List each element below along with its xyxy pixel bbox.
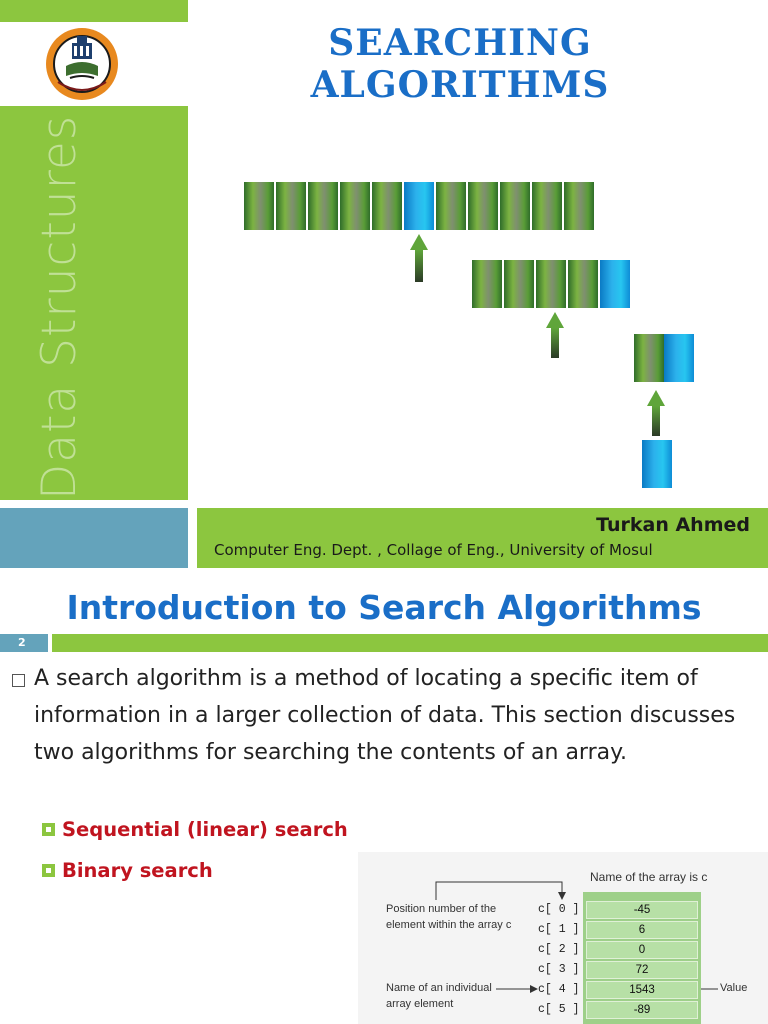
array-index: c[ 3 ] <box>538 963 580 976</box>
label-element-line1: Name of an individual <box>386 982 492 994</box>
sub-bullet-binary <box>42 859 213 882</box>
array-value: 6 <box>586 921 698 939</box>
label-value: Value <box>720 982 748 994</box>
title-line-1: SEARCHING <box>328 22 592 64</box>
array-value: -45 <box>586 901 698 919</box>
array-cell-middle <box>664 334 694 382</box>
label-position-line2: element within the array c <box>386 919 512 931</box>
university-seal-logo <box>44 26 120 102</box>
label-element-line2: array element <box>386 998 454 1010</box>
array-value: 1543 <box>586 981 698 999</box>
bullet-square-icon <box>42 823 55 836</box>
array-cell <box>634 334 664 382</box>
array-cell <box>564 182 594 230</box>
intro-slide <box>0 570 768 1024</box>
array-value: 72 <box>586 961 698 979</box>
array-cell <box>532 182 562 230</box>
label-position-line1: Position number of the <box>386 903 497 915</box>
sub-bullet-sequential <box>42 818 348 841</box>
array-index: c[ 2 ] <box>538 943 580 956</box>
array-cell <box>436 182 466 230</box>
side-green-panel <box>0 106 188 500</box>
logo-area <box>0 22 188 106</box>
up-arrow-icon <box>647 390 665 436</box>
array-cell <box>568 260 598 308</box>
bullet-square-icon <box>42 864 55 877</box>
array-cell <box>500 182 530 230</box>
array-cell <box>276 182 306 230</box>
up-arrow-icon <box>410 234 428 282</box>
array-cell <box>504 260 534 308</box>
bullet-square-icon <box>12 674 25 687</box>
array-cell <box>244 182 274 230</box>
figure-caption: Name of the array is c <box>590 870 708 884</box>
affiliation: Computer Eng. Dept. , Collage of Eng., University of Mosul <box>214 541 653 559</box>
array-cell <box>308 182 338 230</box>
array-cell <box>536 260 566 308</box>
array-index: c[ 4 ] <box>538 983 580 996</box>
up-arrow-icon <box>546 312 564 358</box>
array-cell <box>372 182 402 230</box>
top-green-bar <box>0 0 188 22</box>
sub-bullet-label: Binary search <box>62 859 213 882</box>
array-index: c[ 0 ] <box>538 903 580 916</box>
slide-title <box>290 22 630 106</box>
array-cell-middle <box>600 260 630 308</box>
found-cell <box>642 440 672 488</box>
slide-number: 2 <box>0 634 48 652</box>
array-index: c[ 5 ] <box>538 1003 580 1016</box>
array-cell-middle <box>404 182 434 230</box>
author-name: Turkan Ahmed <box>596 514 750 536</box>
array-value: -89 <box>586 1001 698 1019</box>
title-line-2: ALGORITHMS <box>310 64 610 106</box>
intro-paragraph: A search algorithm is a method of locating a specific item of information in a larger collection of data. This section discusses two algorithms for searching the contents of an array. <box>34 666 736 765</box>
side-title: Data Structures <box>32 114 87 500</box>
title-underline-bar <box>52 634 768 652</box>
intro-title: Introduction to Search Algorithms <box>66 588 702 627</box>
array-cell <box>340 182 370 230</box>
side-blue-block <box>0 508 188 568</box>
sub-bullet-label: Sequential (linear) search <box>62 818 348 841</box>
array-cell <box>472 260 502 308</box>
array-index: c[ 1 ] <box>538 923 580 936</box>
array-cell <box>468 182 498 230</box>
array-value: 0 <box>586 941 698 959</box>
